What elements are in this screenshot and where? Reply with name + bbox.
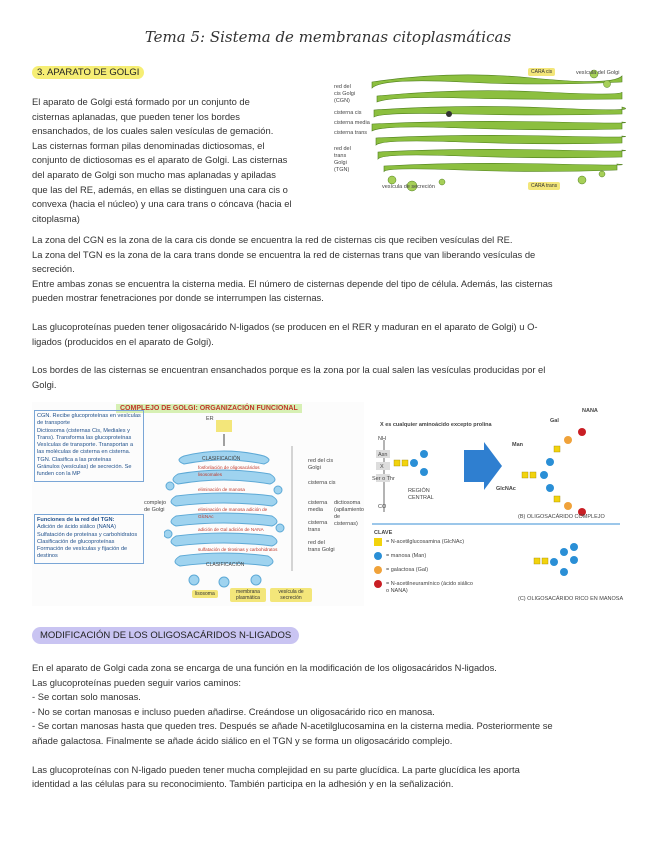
key-nana: = N-acetilneuramínico (ácido siálico o NANA) [386, 581, 473, 594]
step-5: sulfatación de tirosinas y carbohidratos [198, 547, 278, 552]
cisterna-media-label: cisterna media [334, 120, 370, 126]
key-man: = manosa (Man) [386, 553, 427, 559]
golgi-stack-illustration [332, 62, 628, 196]
cisterna-trans-label: cisterna trans [334, 130, 368, 136]
clave-label: CLAVE [374, 530, 393, 536]
chain-co: CO [378, 504, 387, 510]
vesicula-secrecion-label: vesícula de secreción [382, 184, 435, 190]
region-central-label: REGIÓN CENTRAL [408, 488, 434, 501]
red-cis-label: red del cis Golgi (CGN) [334, 84, 356, 104]
cisterna-media-label-2: cisterna media [308, 500, 328, 513]
step-2: eliminación de manosa [198, 487, 245, 492]
chain-nh: NH [378, 436, 386, 442]
membrana-label: membrana plasmática [230, 588, 266, 602]
complejo-golgi-label: complejo de Golgi [144, 500, 167, 513]
red-trans-golgi-label: red del trans Golgi [308, 540, 335, 553]
red-trans-label: red del trans Golgi (TGN) [334, 146, 351, 173]
chain-ser-thr: Ser o Thr [372, 476, 395, 482]
chain-asn: Asn [378, 452, 388, 458]
key-gal: = galactosa (Gal) [386, 567, 429, 573]
oligosaccharide-diagram [368, 402, 624, 606]
key-glcnac: = N-acetilglucosamina (GlcNAc) [386, 539, 465, 545]
er-label: ER [206, 416, 214, 422]
figure2-legend-box: CGN. Recibe glucoproteínas en vesículas de transporte Dictiosoma (cisternas Cis, Mediales y Trans). Transforma las glucoproteínas Vesículas de transporte. Transportan a las moléculas de cisterna en cisterna. TGN. Clasifica a las proteínas Gránulos (vesículas) de secreción. Se funden con la MP [34, 410, 144, 482]
cara-trans-label: CARA trans [528, 182, 560, 190]
cisterna-cis-label: cisterna cis [334, 110, 362, 116]
glcnac-label: GlcNAc [496, 486, 516, 492]
nana-label: NANA [582, 408, 598, 414]
lisosoma-label: lisosoma [192, 590, 218, 598]
man-label: Man [512, 442, 523, 448]
section-heading-golgi: 3. APARATO DE GOLGI [32, 67, 144, 78]
clasificacion-bottom-label: CLASIFICACIÓN [206, 562, 245, 568]
vesicula-golgi-label: vesícula del Golgi [576, 70, 620, 76]
tgn-functions-box: Funciones de la red del TGN: Adición de ácido siálico (NANA) Sulfatación de proteínas y carbohidratos Clasificación de glucoproteínas Formación de vesículas y fijación de destinos [34, 514, 144, 564]
step-4: adición de Gal adición de NANA [198, 527, 264, 532]
red-cis-golgi-label: red del cis Golgi [308, 458, 334, 471]
clasificacion-top-label: CLASIFICACIÓN [202, 456, 241, 462]
vesicula-secrecion-label-2: vesícula de secreción [270, 588, 312, 602]
top-note: X es cualquier aminoácido excepto prolina [380, 422, 492, 428]
dictiosoma-label: dictiosoma (apilamiento de cisternas) [334, 500, 364, 527]
cisterna-trans-label-2: cisterna trans [308, 520, 328, 533]
step-1: fosforilación de oligosacáridos lisosomales [198, 465, 260, 477]
cisterna-cis-label-2: cisterna cis [308, 480, 336, 486]
gal-label: Gal [550, 418, 559, 424]
section-heading-oligosacaridos: MODIFICACIÓN DE LOS OLIGOSACÁRIDOS N-LIGADOS [32, 630, 299, 641]
intro-paragraph: El aparato de Golgi está formado por un conjunto de cisternas aplanadas, que pueden tener los bordes ensanchados, de los cuales salen vesículas de gemación. Las cisternas forman pilas denominadas dictiosomas, el conjunto de dictiosomas es el aparato de Golgi. Las cisternas del aparato de Golgi son mucho mas aplanadas y apiladas que las del RE, además, en ellas se distinguen una cara cis o convexa (hacia el núcleo) y una cara trans o cóncava (hacia el citoplasma) [32, 96, 292, 224]
golgi-zones-text: La zona del CGN es la zona de la cara cis donde se encuentra la red de cisternas cis que reciben vesículas del RE. La zona del TGN es la zona de la cara trans donde se encuentra la red de cisternas trans que van liberando vesículas de secreción. Entre ambas zonas se encuentra la cisterna media. El número de cisternas depende del tipo de célula. Además, las cisternas pueden mostrar fenetraciones por donde se interrumpen las cisternas. Las glucoproteínas pueden tener oligosacárido N-ligados (se producen en el RER y maduran en el aparato de Golgi) u O- ligados (producidos en el aparato de Golgi). Los bordes de las cisternas se encuentran ensanchados porque es la zona por la cual salen las vesículas producidas por el Golgi. [32, 234, 553, 390]
label-b: (B) OLIGOSACÁRIDO COMPLEJO [518, 514, 605, 520]
page-title: Tema 5: Sistema de membranas citoplasmáticas [144, 28, 512, 46]
figure2-title: COMPLEJO DE GOLGI: ORGANIZACIÓN FUNCIONAL [116, 404, 302, 413]
golgi-stack-figure [332, 62, 628, 196]
oligosaccharide-figure [368, 402, 624, 606]
golgi-functional-figure [32, 402, 364, 606]
chain-x: X [380, 464, 384, 470]
label-c: (C) OLIGOSACÁRIDO RICO EN MANOSA [518, 596, 624, 602]
oligosacaridos-text: En el aparato de Golgi cada zona se encarga de una función en la modificación de los oligosacáridos N-ligados. Las glucoproteínas pueden seguir varios caminos: - Se cortan solo manosas. - No se cortan manosas e incluso pueden añadirse. Creándose un oligosacárido rico en manosa. - Se cortan manosas hasta que queden tres. Después se añade N-acetilglucosamina en la cisterna media. Posteriormente se añade galactosa. Finalmente se añade ácido siálico en el TGN y se forma un oligosacárido complejo. Las glucoproteínas con N-ligado pueden tener mucha complejidad en su parte glucídica. La parte glucídica les aporta identidad a las células para su reconocimiento. También participa en la adhesión y en la señalización. [32, 662, 553, 790]
cara-cis-label: CARA cis [528, 68, 555, 76]
step-3: eliminación de manosa adición de GlcNAc [198, 507, 268, 519]
